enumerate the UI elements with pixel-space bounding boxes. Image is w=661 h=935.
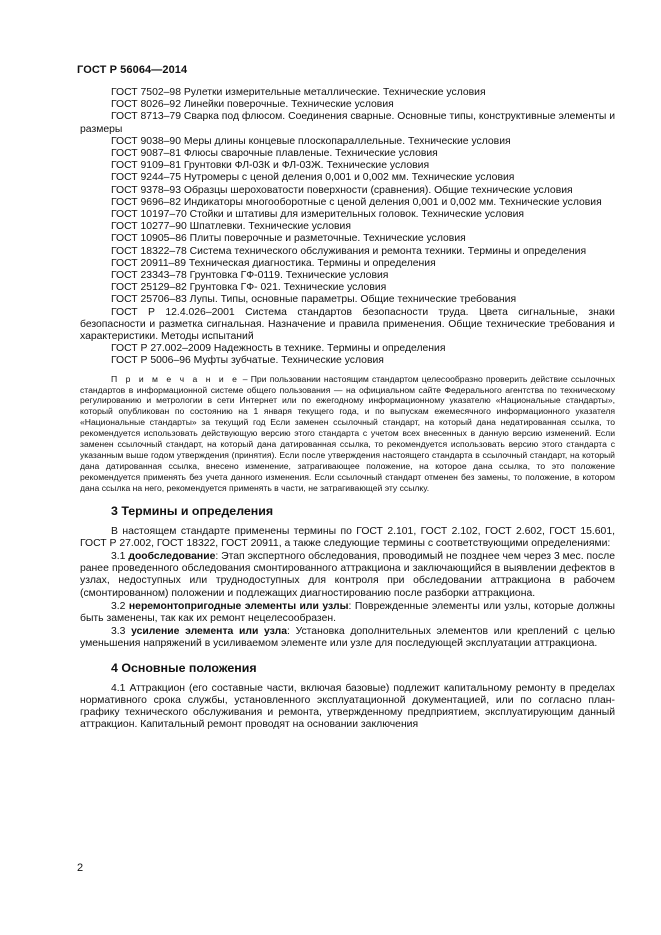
reference-item: ГОСТ 8713–79 Сварка под флюсом. Соединения сварные. Основные типы, конструктивные элементы и размеры bbox=[80, 111, 615, 135]
section-3-intro: В настоящем стандарте применены термины по ГОСТ 2.101, ГОСТ 2.102, ГОСТ 2.602, ГОСТ 15.601, ГОСТ Р 27.002, ГОСТ 18322, ГОСТ 20911, а также следующие термины с соответствующими определениями: bbox=[80, 525, 615, 549]
reference-item: ГОСТ 9244–75 Нутромеры с ценой деления 0,001 и 0,002 мм. Технические условия bbox=[111, 172, 515, 184]
term-number: 3.2 bbox=[111, 600, 129, 612]
term-definition bbox=[80, 601, 615, 625]
term-name: дообследование bbox=[128, 551, 216, 563]
document-header: ГОСТ Р 56064—2014 bbox=[77, 64, 188, 76]
reference-item: ГОСТ 7502–98 Рулетки измерительные металлические. Технические условия bbox=[111, 87, 486, 98]
reference-item: ГОСТ 20911–89 Техническая диагностика. Термины и определения bbox=[111, 257, 436, 269]
term-number: 3.3 bbox=[111, 626, 132, 638]
reference-item: ГОСТ 9696–82 Индикаторы многооборотные с ценой деления 0,001 и 0,002 мм. Технические условия bbox=[111, 196, 602, 208]
reference-item: ГОСТ Р 5006–96 Муфты зубчатые. Технические условия bbox=[111, 355, 384, 367]
page-number: 2 bbox=[77, 862, 84, 874]
note-paragraph bbox=[80, 374, 615, 494]
reference-item: ГОСТ Р 27.002–2009 Надежность в технике. Термины и определения bbox=[111, 343, 446, 355]
reference-item: ГОСТ 18322–78 Система технического обслуживания и ремонта техники. Термины и определения bbox=[111, 245, 587, 257]
reference-item: ГОСТ 23343–78 Грунтовка ГФ-0119. Технические условия bbox=[111, 270, 389, 282]
reference-item: ГОСТ Р 12.4.026–2001 Система стандартов безопасности труда. Цвета сигнальные, знаки безопасности и разметка сигнальная. Назначение и правила применения. Общие технические требования и характеристики. Методы испытаний bbox=[80, 306, 615, 343]
term-name: усиление элемента или узла bbox=[131, 626, 288, 638]
reference-item: ГОСТ 9038–90 Меры длины концевые плоскопараллельные. Технические условия bbox=[111, 135, 511, 147]
reference-item: ГОСТ 9378–93 Образцы шероховатости поверхности (сравнения). Общие технические условия bbox=[111, 184, 573, 196]
note-text: – При пользовании настоящим стандартом целесообразно проверить действие ссылочных стандартов в информационной системе общего пользования — на официальном сайте Федерального агентства по техническому регулированию и метрологии в сети Интернет или по ежегодному информационному указателю «Национальные стандарты», который опубликован по состоянию на 1 января текущего года, и по выпускам ежемесячного информационного указателя «Национальные стандарты» за текущий год Если заменен ссылочный стандарт, на который дана недатированная ссылка, то рекомендуется использовать действующую версию этого стандарта с учетом всех внесенных в данную версию изменений. Если заменен ссылочный стандарт, на который дана датированная ссылка, то рекомендуется использовать версию этого стандарта с указанным выше годом утверждения (принятия). Если после утверждения настоящего стандарта в ссылочный стандарт, на который дана датированная ссылка, внесено изменение, затрагивающее положение, на которое дана ссылка, то это положение рекомендуется применять без учета данного изменения. Если ссылочный стандарт отменен без замены, то положение, в котором дана ссылка на него, рекомендуется применять в части, не затрагивающей эту ссылку. bbox=[80, 373, 616, 493]
reference-item: ГОСТ 25129–82 Грунтовка ГФ- 021. Технические условия bbox=[111, 282, 387, 294]
term-number: 3.1 bbox=[111, 551, 129, 563]
term-definition bbox=[80, 551, 615, 600]
term-text: : Этап экспертного обследования, проводимый не позднее чем через 3 мес. после ранее проведенного обследования смонтированного аттракциона и заключающийся в выявлении дефектов в узлах, недоступных или труднодоступных для контроля при обследовании аттракциона в рабочем (смонтированном) положении и подлежащих диагностированию после разборки аттракциона. bbox=[80, 551, 615, 599]
reference-item: ГОСТ 9109–81 Грунтовки ФЛ-03К и ФЛ-03Ж. Технические условия bbox=[111, 160, 430, 172]
section-4-heading: 4 Основные положения bbox=[111, 660, 257, 675]
section-4-body bbox=[80, 683, 615, 732]
reference-item: ГОСТ 9087–81 Флюсы сварочные плавленые. Технические условия bbox=[111, 148, 438, 160]
page-content bbox=[80, 87, 615, 732]
reference-item: ГОСТ 10277–90 Шпатлевки. Технические условия bbox=[111, 221, 351, 233]
reference-item: ГОСТ 10905–86 Плиты поверочные и разметочные. Технические условия bbox=[111, 233, 466, 245]
section-3-heading: 3 Термины и определения bbox=[111, 503, 274, 518]
term-definition bbox=[80, 626, 615, 650]
reference-item: ГОСТ 8026–92 Линейки поверочные. Технические условия bbox=[111, 99, 394, 111]
section-4-paragraph: 4.1 Аттракцион (его составные части, включая базовые) подлежит капитальному ремонту в пределах нормативного срока службы, установленного эксплуатационной документацией, или по согласно план-графику технического обслуживания и ремонта, утвержденному предприятием, эксплуатирующим данный аттракцион. Капитальный ремонт проводят на основании заключения bbox=[80, 682, 615, 731]
normative-references-list bbox=[80, 87, 615, 368]
section-3-body bbox=[80, 526, 615, 651]
term-name: неремонтопригодные элементы или узлы bbox=[128, 600, 349, 612]
reference-item: ГОСТ 25706–83 Лупы. Типы, основные параметры. Общие технические требования bbox=[111, 294, 517, 306]
reference-item: ГОСТ 10197–70 Стойки и штативы для измерительных головок. Технические условия bbox=[111, 209, 525, 221]
term-text: : Поврежденные элементы или узлы, которые должны быть заменены, так как их ремонт нецелесообразен. bbox=[80, 600, 615, 625]
note-label: П р и м е ч а н и е bbox=[111, 373, 240, 384]
term-text: : Установка дополнительных элементов или креплений с целью уменьшения напряжений в усиливаемом элементе или узле для последующей эксплуатации аттракциона. bbox=[80, 626, 615, 650]
